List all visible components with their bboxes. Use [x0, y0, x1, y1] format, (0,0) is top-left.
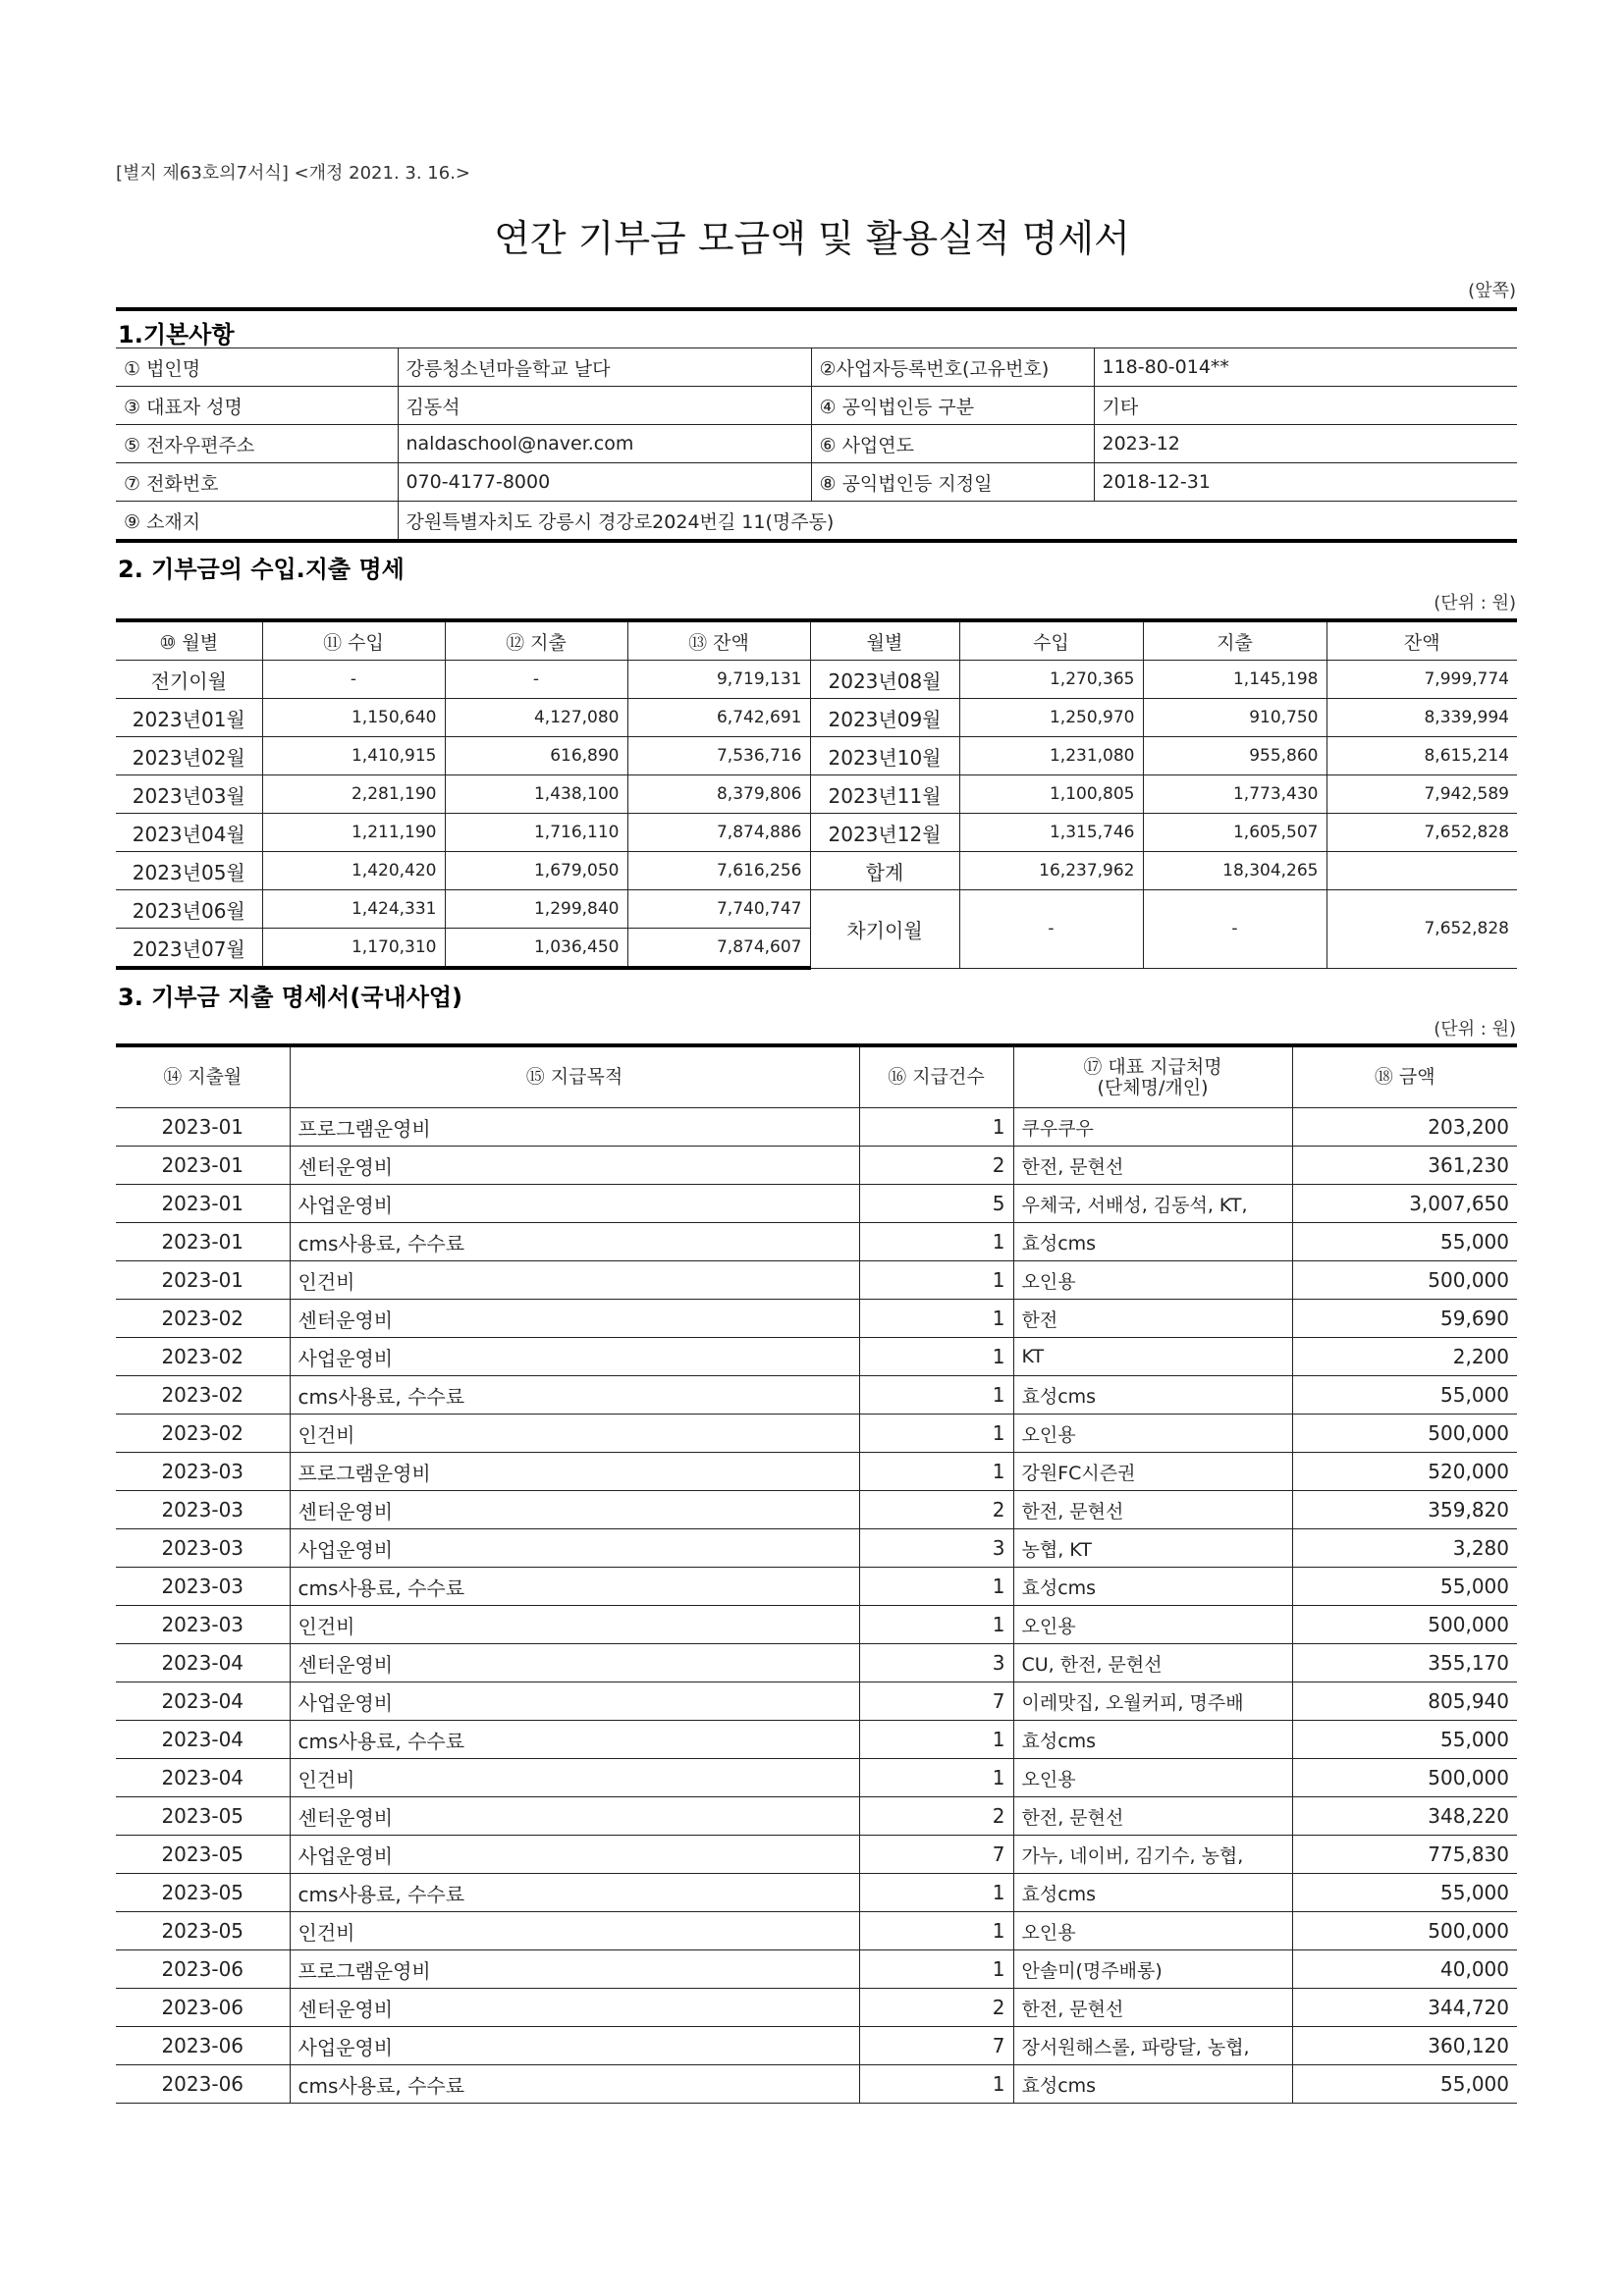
expenditure-purpose: 사업운영비: [290, 2027, 859, 2065]
month-cell: 2023년12월: [810, 814, 959, 852]
expenditure-count: 1: [859, 1912, 1013, 1950]
month-cell: 2023년02월: [116, 737, 262, 775]
expenditure-payee: 효성cms: [1013, 1568, 1292, 1606]
expenditure-month: 2023-01: [116, 1261, 290, 1300]
address-value: 강원특별자치도 강릉시 경강로2024번길 11(명주동): [398, 502, 1517, 542]
expenditure-month: 2023-05: [116, 1912, 290, 1950]
monthly-row: [116, 775, 1517, 814]
section1-top-rule: [116, 307, 1517, 311]
expenditure-row: [116, 1912, 1517, 1950]
expenditure-row: [116, 2065, 1517, 2104]
expenditure-purpose: cms사용료, 수수료: [290, 1568, 859, 1606]
expenditure-payee: 효성cms: [1013, 2065, 1292, 2104]
expenditure-month: 2023-06: [116, 2027, 290, 2065]
income-cell: -: [262, 661, 445, 699]
section2-unit-label: (단위 : 원): [1434, 593, 1516, 614]
section3-unit-label: (단위 : 원): [1434, 1019, 1516, 1040]
month-cell: 2023년09월: [810, 699, 959, 737]
expenditure-count: 1: [859, 1453, 1013, 1491]
expenditure-month: 2023-06: [116, 2065, 290, 2104]
expenditure-row: [116, 1376, 1517, 1415]
expenditure-row: [116, 1491, 1517, 1529]
monthly-row: [116, 737, 1517, 775]
col-header-month: ⑭ 지출월: [116, 1045, 290, 1108]
info-row: [116, 348, 1517, 387]
expenditure-payee: 가누, 네이버, 김기수, 농협,: [1013, 1836, 1292, 1874]
monthly-row: [116, 699, 1517, 737]
balance-cell: 7,616,256: [627, 852, 810, 890]
expense-cell: 616,890: [445, 737, 627, 775]
expenditure-row: [116, 1950, 1517, 1989]
expenditure-purpose: cms사용료, 수수료: [290, 1721, 859, 1759]
expenditure-amount: 500,000: [1292, 1606, 1517, 1644]
expenditure-payee: 한전, 문현선: [1013, 1147, 1292, 1185]
income-cell: 1,424,331: [262, 890, 445, 929]
expenditure-row: [116, 1606, 1517, 1644]
month-cell: 2023년03월: [116, 775, 262, 814]
expenditure-purpose: 인건비: [290, 1606, 859, 1644]
balance-cell: 8,379,806: [627, 775, 810, 814]
carryover-expense-cell: -: [1143, 890, 1326, 969]
expenditure-count: 7: [859, 1682, 1013, 1721]
expenditure-row: [116, 1300, 1517, 1338]
expenditure-row: [116, 1797, 1517, 1836]
expenditure-payee: 안솔미(명주배롱): [1013, 1950, 1292, 1989]
expenditure-payee: KT: [1013, 1338, 1292, 1376]
expenditure-month: 2023-03: [116, 1529, 290, 1568]
expenditure-payee: 농협, KT: [1013, 1529, 1292, 1568]
income-cell: 1,410,915: [262, 737, 445, 775]
expenditure-purpose: 사업운영비: [290, 1185, 859, 1223]
col-header: ⑬ 잔액: [627, 620, 810, 661]
info-row: [116, 463, 1517, 502]
expenditure-payee: 효성cms: [1013, 1874, 1292, 1912]
expenditure-payee: 한전, 문현선: [1013, 1989, 1292, 2027]
expense-cell: 1,145,198: [1143, 661, 1326, 699]
expenditure-payee: CU, 한전, 문현선: [1013, 1644, 1292, 1682]
income-cell: 1,250,970: [959, 699, 1143, 737]
expenditure-amount: 55,000: [1292, 1874, 1517, 1912]
expenditure-row: [116, 1874, 1517, 1912]
expenditure-month: 2023-03: [116, 1453, 290, 1491]
expenditure-row: [116, 1453, 1517, 1491]
balance-cell: 8,615,214: [1326, 737, 1517, 775]
expenditure-payee: 오인용: [1013, 1759, 1292, 1797]
expenditure-count: 2: [859, 1147, 1013, 1185]
expenditure-count: 1: [859, 1223, 1013, 1261]
expenditure-row: [116, 1759, 1517, 1797]
month-cell: 2023년06월: [116, 890, 262, 929]
info-label: ⑧ 공익법인등 지정일: [811, 463, 1094, 502]
info-row: [116, 387, 1517, 425]
expenditure-detail-table: [116, 1043, 1517, 2104]
expenditure-month: 2023-01: [116, 1185, 290, 1223]
expense-cell: 18,304,265: [1143, 852, 1326, 890]
expenditure-row: [116, 1108, 1517, 1147]
expenditure-count: 2: [859, 1989, 1013, 2027]
expenditure-month: 2023-02: [116, 1300, 290, 1338]
balance-cell: 9,719,131: [627, 661, 810, 699]
expenditure-amount: 3,007,650: [1292, 1185, 1517, 1223]
expenditure-month: 2023-06: [116, 1950, 290, 1989]
expenditure-purpose: 인건비: [290, 1415, 859, 1453]
info-value: 강릉청소년마을학교 날다: [398, 348, 811, 387]
info-value: 김동석: [398, 387, 811, 425]
expenditure-month: 2023-02: [116, 1415, 290, 1453]
expenditure-purpose: 인건비: [290, 1261, 859, 1300]
month-cell: 2023년05월: [116, 852, 262, 890]
col-header: 월별: [810, 620, 959, 661]
expenditure-amount: 203,200: [1292, 1108, 1517, 1147]
expenditure-count: 1: [859, 2065, 1013, 2104]
col-header: 지출: [1143, 620, 1326, 661]
expenditure-row: [116, 1338, 1517, 1376]
expenditure-purpose: cms사용료, 수수료: [290, 1376, 859, 1415]
expenditure-month: 2023-03: [116, 1568, 290, 1606]
expenditure-count: 1: [859, 1721, 1013, 1759]
col-header: ⑪ 수입: [262, 620, 445, 661]
expenditure-month: 2023-04: [116, 1644, 290, 1682]
expenditure-purpose: 인건비: [290, 1759, 859, 1797]
expenditure-purpose: 프로그램운영비: [290, 1108, 859, 1147]
expenditure-payee: 오인용: [1013, 1912, 1292, 1950]
expenditure-payee: 이레맛집, 오월커피, 명주배: [1013, 1682, 1292, 1721]
month-cell: 합계: [810, 852, 959, 890]
info-label: ②사업자등록번호(고유번호): [811, 348, 1094, 387]
expenditure-amount: 55,000: [1292, 1376, 1517, 1415]
expense-cell: 4,127,080: [445, 699, 627, 737]
balance-cell: 7,740,747: [627, 890, 810, 929]
expenditure-amount: 520,000: [1292, 1453, 1517, 1491]
expenditure-purpose: 인건비: [290, 1912, 859, 1950]
expenditure-payee: 오인용: [1013, 1415, 1292, 1453]
expenditure-payee: 효성cms: [1013, 1721, 1292, 1759]
col-header: ⑩ 월별: [116, 620, 262, 661]
expense-cell: 1,438,100: [445, 775, 627, 814]
expense-cell: 1,716,110: [445, 814, 627, 852]
expenditure-row: [116, 1644, 1517, 1682]
expenditure-amount: 3,280: [1292, 1529, 1517, 1568]
expenditure-purpose: 사업운영비: [290, 1338, 859, 1376]
expenditure-amount: 500,000: [1292, 1912, 1517, 1950]
income-cell: 1,150,640: [262, 699, 445, 737]
income-cell: 1,170,310: [262, 929, 445, 969]
expenditure-count: 1: [859, 1338, 1013, 1376]
expenditure-month: 2023-04: [116, 1759, 290, 1797]
month-cell: 2023년04월: [116, 814, 262, 852]
expenditure-count: 1: [859, 1300, 1013, 1338]
expenditure-row: [116, 2027, 1517, 2065]
expenditure-amount: 361,230: [1292, 1147, 1517, 1185]
month-cell: 2023년01월: [116, 699, 262, 737]
info-label: ③ 대표자 성명: [116, 387, 398, 425]
expenditure-count: 7: [859, 2027, 1013, 2065]
info-row: [116, 425, 1517, 463]
info-label: ⑦ 전화번호: [116, 463, 398, 502]
expenditure-amount: 55,000: [1292, 1568, 1517, 1606]
expenditure-count: 3: [859, 1529, 1013, 1568]
expenditure-month: 2023-01: [116, 1147, 290, 1185]
month-cell: 2023년11월: [810, 775, 959, 814]
expenditure-payee: 한전, 문현선: [1013, 1797, 1292, 1836]
income-cell: 1,315,746: [959, 814, 1143, 852]
expenditure-count: 7: [859, 1836, 1013, 1874]
expenditure-month: 2023-01: [116, 1108, 290, 1147]
income-cell: 16,237,962: [959, 852, 1143, 890]
info-value: 070-4177-8000: [398, 463, 811, 502]
income-cell: 1,270,365: [959, 661, 1143, 699]
expense-cell: 1,299,840: [445, 890, 627, 929]
balance-cell: 7,999,774: [1326, 661, 1517, 699]
expenditure-row: [116, 1989, 1517, 2027]
expenditure-purpose: 사업운영비: [290, 1682, 859, 1721]
info-value: 기타: [1094, 387, 1517, 425]
info-value: 118-80-014**: [1094, 348, 1517, 387]
expenditure-amount: 55,000: [1292, 2065, 1517, 2104]
col-header: 잔액: [1326, 620, 1517, 661]
balance-cell: 8,339,994: [1326, 699, 1517, 737]
expenditure-count: 1: [859, 1261, 1013, 1300]
expenditure-payee: 효성cms: [1013, 1223, 1292, 1261]
col-header-payee: [1013, 1045, 1292, 1108]
expense-cell: 955,860: [1143, 737, 1326, 775]
expenditure-month: 2023-04: [116, 1682, 290, 1721]
expenditure-row: [116, 1147, 1517, 1185]
expenditure-amount: 500,000: [1292, 1261, 1517, 1300]
expenditure-count: 2: [859, 1797, 1013, 1836]
expenditure-count: 1: [859, 1376, 1013, 1415]
income-expense-table: [116, 618, 1517, 970]
section3-heading: 3. 기부금 지출 명세서(국내사업): [118, 984, 463, 1011]
expenditure-purpose: 프로그램운영비: [290, 1950, 859, 1989]
col-header-payee-line2: (단체명/개인): [1097, 1076, 1209, 1098]
expenditure-row: [116, 1261, 1517, 1300]
expenditure-purpose: 센터운영비: [290, 1147, 859, 1185]
expenditure-amount: 805,940: [1292, 1682, 1517, 1721]
form-identifier: [별지 제63호의7서식] <개정 2021. 3. 16.>: [116, 163, 470, 184]
carryover-income-cell: -: [959, 890, 1143, 969]
expenditure-amount: 55,000: [1292, 1721, 1517, 1759]
expenditure-payee: 한전: [1013, 1300, 1292, 1338]
expenditure-payee: 한전, 문현선: [1013, 1491, 1292, 1529]
expenditure-amount: 500,000: [1292, 1759, 1517, 1797]
expenditure-payee: 쿠우쿠우: [1013, 1108, 1292, 1147]
balance-cell: 6,742,691: [627, 699, 810, 737]
col-header-amount: ⑱ 금액: [1292, 1045, 1517, 1108]
balance-cell: [1326, 852, 1517, 890]
expenditure-purpose: 센터운영비: [290, 1644, 859, 1682]
info-label: ① 법인명: [116, 348, 398, 387]
income-cell: 2,281,190: [262, 775, 445, 814]
expenditure-purpose: 센터운영비: [290, 1300, 859, 1338]
expenditure-amount: 344,720: [1292, 1989, 1517, 2027]
income-cell: 1,420,420: [262, 852, 445, 890]
page-title: 연간 기부금 모금액 및 활용실적 명세서: [494, 217, 1130, 260]
expense-cell: 1,773,430: [1143, 775, 1326, 814]
balance-cell: 7,942,589: [1326, 775, 1517, 814]
expenditure-row: [116, 1223, 1517, 1261]
expenditure-amount: 348,220: [1292, 1797, 1517, 1836]
expenditure-payee: 효성cms: [1013, 1376, 1292, 1415]
expenditure-payee: 오인용: [1013, 1606, 1292, 1644]
col-header-count: ⑯ 지급건수: [859, 1045, 1013, 1108]
expenditure-month: 2023-06: [116, 1989, 290, 2027]
carryover-month-cell: 차기이월: [810, 890, 959, 969]
month-cell: 2023년08월: [810, 661, 959, 699]
info-value: naldaschool@naver.com: [398, 425, 811, 463]
expenditure-month: 2023-03: [116, 1606, 290, 1644]
expense-cell: -: [445, 661, 627, 699]
expenditure-payee: 우체국, 서배성, 김동석, KT,: [1013, 1185, 1292, 1223]
expenditure-row: [116, 1529, 1517, 1568]
info-row-address: [116, 502, 1517, 542]
col-header-purpose: ⑮ 지급목적: [290, 1045, 859, 1108]
expenditure-row: [116, 1721, 1517, 1759]
expenditure-payee: 장서원해스롤, 파랑달, 농협,: [1013, 2027, 1292, 2065]
balance-cell: 7,874,607: [627, 929, 810, 969]
expenditure-purpose: cms사용료, 수수료: [290, 1874, 859, 1912]
monthly-row: [116, 852, 1517, 890]
carryover-balance-cell: 7,652,828: [1326, 890, 1517, 969]
expenditure-count: 3: [859, 1644, 1013, 1682]
expenditure-month: 2023-01: [116, 1223, 290, 1261]
expenditure-month: 2023-02: [116, 1338, 290, 1376]
expenditure-count: 1: [859, 1606, 1013, 1644]
expenditure-row: [116, 1682, 1517, 1721]
expenditure-count: 1: [859, 1108, 1013, 1147]
expenditure-amount: 40,000: [1292, 1950, 1517, 1989]
income-cell: 1,211,190: [262, 814, 445, 852]
expenditure-amount: 359,820: [1292, 1491, 1517, 1529]
expenditure-amount: 500,000: [1292, 1415, 1517, 1453]
expenditure-row: [116, 1836, 1517, 1874]
expenditure-payee: 강원FC시즌권: [1013, 1453, 1292, 1491]
expenditure-purpose: 프로그램운영비: [290, 1453, 859, 1491]
expenditure-row: [116, 1568, 1517, 1606]
expenditure-purpose: 사업운영비: [290, 1836, 859, 1874]
expenditure-row: [116, 1185, 1517, 1223]
monthly-row: [116, 890, 1517, 929]
basic-info-table: [116, 347, 1517, 543]
balance-cell: 7,652,828: [1326, 814, 1517, 852]
expenditure-payee: 오인용: [1013, 1261, 1292, 1300]
expenditure-purpose: cms사용료, 수수료: [290, 1223, 859, 1261]
page-side-label: (앞쪽): [1468, 281, 1516, 301]
col-header: 수입: [959, 620, 1143, 661]
section1-heading: 1.기본사항: [118, 321, 235, 348]
expenditure-amount: 355,170: [1292, 1644, 1517, 1682]
info-label: ④ 공익법인등 구분: [811, 387, 1094, 425]
expenditure-purpose: 센터운영비: [290, 1797, 859, 1836]
expenditure-amount: 55,000: [1292, 1223, 1517, 1261]
expenditure-purpose: 센터운영비: [290, 1491, 859, 1529]
expenditure-count: 1: [859, 1950, 1013, 1989]
section2-heading: 2. 기부금의 수입.지출 명세: [118, 556, 405, 583]
expenditure-count: 1: [859, 1568, 1013, 1606]
col-header: ⑫ 지출: [445, 620, 627, 661]
expenditure-month: 2023-05: [116, 1836, 290, 1874]
expenditure-amount: 775,830: [1292, 1836, 1517, 1874]
info-value: 2023-12: [1094, 425, 1517, 463]
expenditure-amount: 2,200: [1292, 1338, 1517, 1376]
expenditure-month: 2023-02: [116, 1376, 290, 1415]
expenditure-month: 2023-03: [116, 1491, 290, 1529]
expenditure-count: 1: [859, 1874, 1013, 1912]
expense-cell: 1,036,450: [445, 929, 627, 969]
info-label: ⑤ 전자우편주소: [116, 425, 398, 463]
expense-cell: 1,679,050: [445, 852, 627, 890]
expenditure-amount: 59,690: [1292, 1300, 1517, 1338]
balance-cell: 7,874,886: [627, 814, 810, 852]
expenditure-count: 1: [859, 1759, 1013, 1797]
expenditure-count: 5: [859, 1185, 1013, 1223]
address-label: ⑨ 소재지: [116, 502, 398, 542]
month-cell: 2023년07월: [116, 929, 262, 969]
income-cell: 1,100,805: [959, 775, 1143, 814]
monthly-row: [116, 661, 1517, 699]
expenditure-purpose: cms사용료, 수수료: [290, 2065, 859, 2104]
expenditure-row: [116, 1415, 1517, 1453]
expenditure-count: 2: [859, 1491, 1013, 1529]
expenditure-purpose: 사업운영비: [290, 1529, 859, 1568]
monthly-row: [116, 814, 1517, 852]
expense-cell: 910,750: [1143, 699, 1326, 737]
month-cell: 2023년10월: [810, 737, 959, 775]
info-value: 2018-12-31: [1094, 463, 1517, 502]
expenditure-month: 2023-04: [116, 1721, 290, 1759]
info-label: ⑥ 사업연도: [811, 425, 1094, 463]
month-cell: 전기이월: [116, 661, 262, 699]
col-header-payee-line1: ⑰ 대표 지급처명: [1083, 1055, 1222, 1078]
expense-cell: 1,605,507: [1143, 814, 1326, 852]
expenditure-count: 1: [859, 1415, 1013, 1453]
expenditure-purpose: 센터운영비: [290, 1989, 859, 2027]
expenditure-month: 2023-05: [116, 1797, 290, 1836]
expenditure-amount: 360,120: [1292, 2027, 1517, 2065]
balance-cell: 7,536,716: [627, 737, 810, 775]
expenditure-month: 2023-05: [116, 1874, 290, 1912]
income-cell: 1,231,080: [959, 737, 1143, 775]
